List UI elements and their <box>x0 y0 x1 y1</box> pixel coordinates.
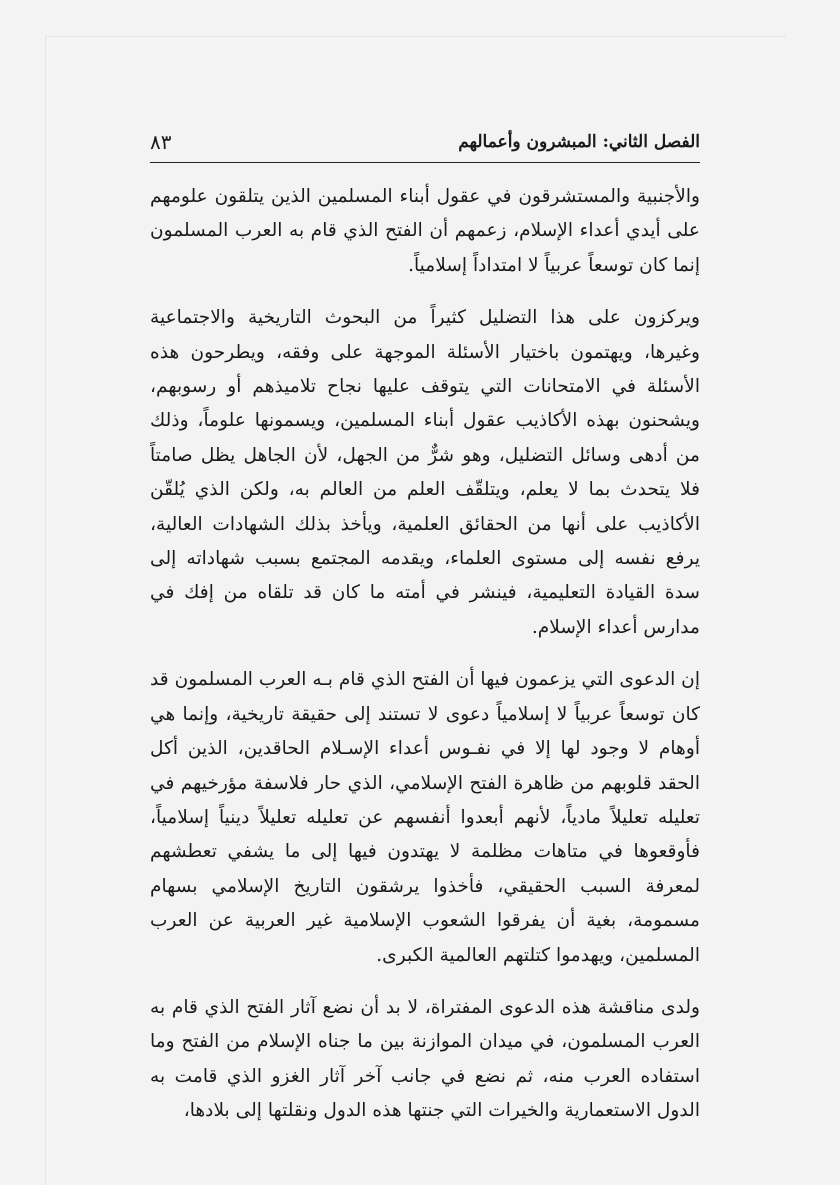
scan-edge-top <box>45 36 785 37</box>
paragraph-4: ولدى مناقشة هذه الدعوى المفتراة، لا بد أن نضع آثار الفتح الذي قام به العرب المسلمون، في ميدان الموازنة بين ما جناه الإسلام من الفتح وما استفاده العرب منه، ثم نضع في جانب آخر آثار الغزو الذي قامت به الدول الاستعمارية والخيرات التي جنتها هذه الدول ونقلتها إلى بلادها، <box>150 996 700 1122</box>
running-title: الفصل الثاني: المبشرون وأعمالهم <box>458 132 700 152</box>
body-text <box>150 180 700 1129</box>
paragraph-2: ويركزون على هذا التضليل كثيراً من البحوث التاريخية والاجتماعية وغيرها، ويهتمون باختيار الأسئلة الموجهة على وفقه، ويطرحون هذه الأسئلة في الامتحانات التي يتوقف عليها نجاح تلاميذهم أو رسوبهم، ويشحنون بهذه الأكاذيب عقول أبناء المسلمين، ويسمونها علوماً، وذلك من أدهى وسائل التضليل، وهو شرٌّ من الجهل، لأن الجاهل يظل صامتاً فلا يتحدث بما لا يعلم، ويتلقّف العلم من العالم به، ولكن الذي يُلقّن الأكاذيب على أنها من الحقائق العلمية، ويأخذ بذلك الشهادات العالية، يرفع نفسه إلى مستوى العلماء، ويقدمه المجتمع بسبب شهاداته إلى سدة القيادة التعليمية، فينشر في أمته ما كان قد تلقاه من إفك في مدارس أعداء الإسلام. <box>150 307 700 638</box>
page-header <box>150 130 700 160</box>
paragraph-1: والأجنبية والمستشرقون في عقول أبناء المسلمين الذين يتلقون علومهم على أيدي أعداء الإسلام، زعمهم أن الفتح الذي قام به العرب المسلمون إنما كان توسعاً عربياً لا امتداداً إسلامياً. <box>150 186 700 276</box>
header-rule <box>150 162 700 163</box>
scan-edge-left <box>45 36 46 1185</box>
paragraph-3: إن الدعوى التي يزعمون فيها أن الفتح الذي قام بـه العرب المسلمون قد كان توسعاً عربياً لا إسلامياً دعوى لا تستند إلى حقيقة تاريخية، وإنما هي أوهام لا وجود لها إلا في نفـوس أعداء الإسـلام الحاقدين، الذين أكل الحقد قلوبهم من ظاهرة الفتح الإسلامي، الذي حار فلاسفة مؤرخيهم في تعليله تعليلاً مادياً، لأنهم أبعدوا أنفسهم عن تعليله تعليلاً دينياً إسلامياً، فأوقعوها في متاهات مظلمة لا يهتدون فيها إلى ما يشفي تعطشهم لمعرفة السبب الحقيقي، فأخذوا يرشقون التاريخ الإسلامي بسهام مسمومة، بغية أن يفرقوا الشعوب الإسلامية غير العربية عن العرب المسلمين، ويهدموا كتلتهم العالمية الكبرى. <box>150 669 700 966</box>
page-number: ٨٣ <box>150 130 172 154</box>
